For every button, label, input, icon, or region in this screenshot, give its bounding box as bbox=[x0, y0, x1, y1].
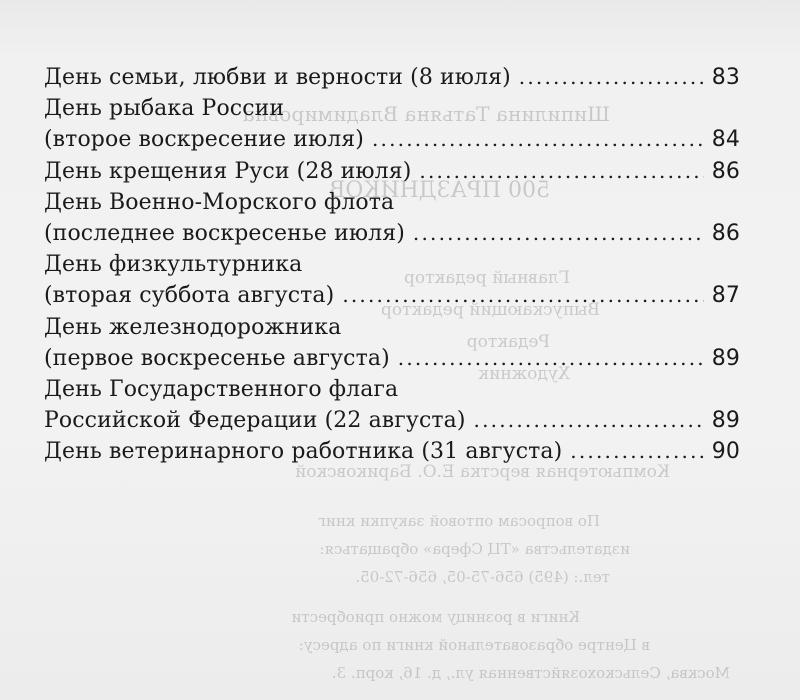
bleed-line: Главный редактор bbox=[403, 268, 570, 288]
toc-leader-dots bbox=[398, 343, 704, 374]
toc-page-number: 87 bbox=[711, 283, 740, 309]
toc-entry bbox=[44, 374, 740, 405]
toc-entry bbox=[44, 280, 740, 311]
toc-entry bbox=[44, 218, 740, 249]
toc-entry-title: День железнодорожника bbox=[44, 314, 342, 340]
toc-leader-dots bbox=[419, 156, 704, 187]
bleed-line: Компьютерная верстка Е.О. Бариковской bbox=[294, 462, 670, 482]
toc-entry bbox=[44, 187, 740, 218]
toc-page-number: 86 bbox=[711, 220, 740, 246]
toc-entry bbox=[44, 124, 740, 155]
toc-entry-title: (последнее воскресенье июля) bbox=[44, 220, 405, 246]
toc-entry-title: День рыбака России bbox=[44, 96, 285, 122]
toc-entry-title: День Военно-Морского флота bbox=[44, 189, 395, 215]
toc-entry-title: (вторая суббота августа) bbox=[44, 283, 335, 309]
bleed-line: По вопросам оптовой закупки книг bbox=[317, 512, 600, 530]
toc-leader-dots bbox=[342, 280, 704, 311]
bleed-line: издательства «ТЦ Сфера» обращаться: bbox=[319, 540, 630, 558]
toc-page-number: 89 bbox=[711, 408, 740, 434]
toc-entry-title: День семьи, любви и верности (8 июля) bbox=[44, 65, 511, 90]
toc-leader-dots bbox=[519, 62, 704, 93]
toc-entry bbox=[44, 343, 740, 374]
toc-page-number: 89 bbox=[711, 345, 740, 371]
toc-leader-dots bbox=[413, 218, 704, 249]
bleed-line: Выпускающий редактор bbox=[381, 300, 600, 320]
toc-entry bbox=[44, 93, 740, 124]
bleed-line: 500 ПРАЗДНИКОВ bbox=[329, 178, 550, 203]
toc-entry bbox=[44, 405, 740, 436]
bleed-line: Москва, Сельскохозяйственная ул., д. 16, корп. 3. bbox=[331, 664, 730, 682]
toc-entry-title: День Государственного флага bbox=[44, 376, 399, 402]
toc-entry bbox=[44, 62, 740, 93]
table-of-contents bbox=[44, 62, 740, 467]
bleed-line: Шипилина Татьяна Владимировна bbox=[242, 102, 610, 126]
toc-page-number: 86 bbox=[711, 158, 740, 184]
toc-entry bbox=[44, 156, 740, 187]
toc-entry bbox=[44, 249, 740, 280]
toc-entry bbox=[44, 312, 740, 343]
toc-page-number: 83 bbox=[711, 65, 740, 90]
toc-leader-dots bbox=[474, 405, 704, 436]
toc-entry-title: День ветеринарного работника (31 августа) bbox=[44, 439, 563, 465]
toc-leader-dots bbox=[372, 124, 704, 155]
toc-leader-dots bbox=[570, 436, 704, 467]
toc-entry-title: День физкультурника bbox=[44, 252, 303, 278]
toc-entry bbox=[44, 436, 740, 467]
toc-entry-title: День крещения Руси (28 июля) bbox=[44, 158, 412, 184]
bleed-line: Книги в розницу можно приобрести bbox=[291, 608, 580, 626]
bleed-line: Художник bbox=[478, 364, 570, 384]
toc-page-number: 84 bbox=[711, 127, 740, 153]
bleed-line: в Центре образовательной книги по адресу: bbox=[298, 636, 650, 654]
toc-entry-title: Российской Федерации (22 августа) bbox=[44, 408, 466, 434]
toc-entry-title: (второе воскресение июля) bbox=[44, 127, 364, 153]
toc-entry-title: (первое воскресенье августа) bbox=[44, 345, 390, 371]
bleed-line: тел.: (495) 656-75-05, 656-72-05. bbox=[355, 568, 610, 586]
bleed-line: Редактор bbox=[466, 332, 550, 352]
toc-page-number: 90 bbox=[711, 439, 740, 465]
